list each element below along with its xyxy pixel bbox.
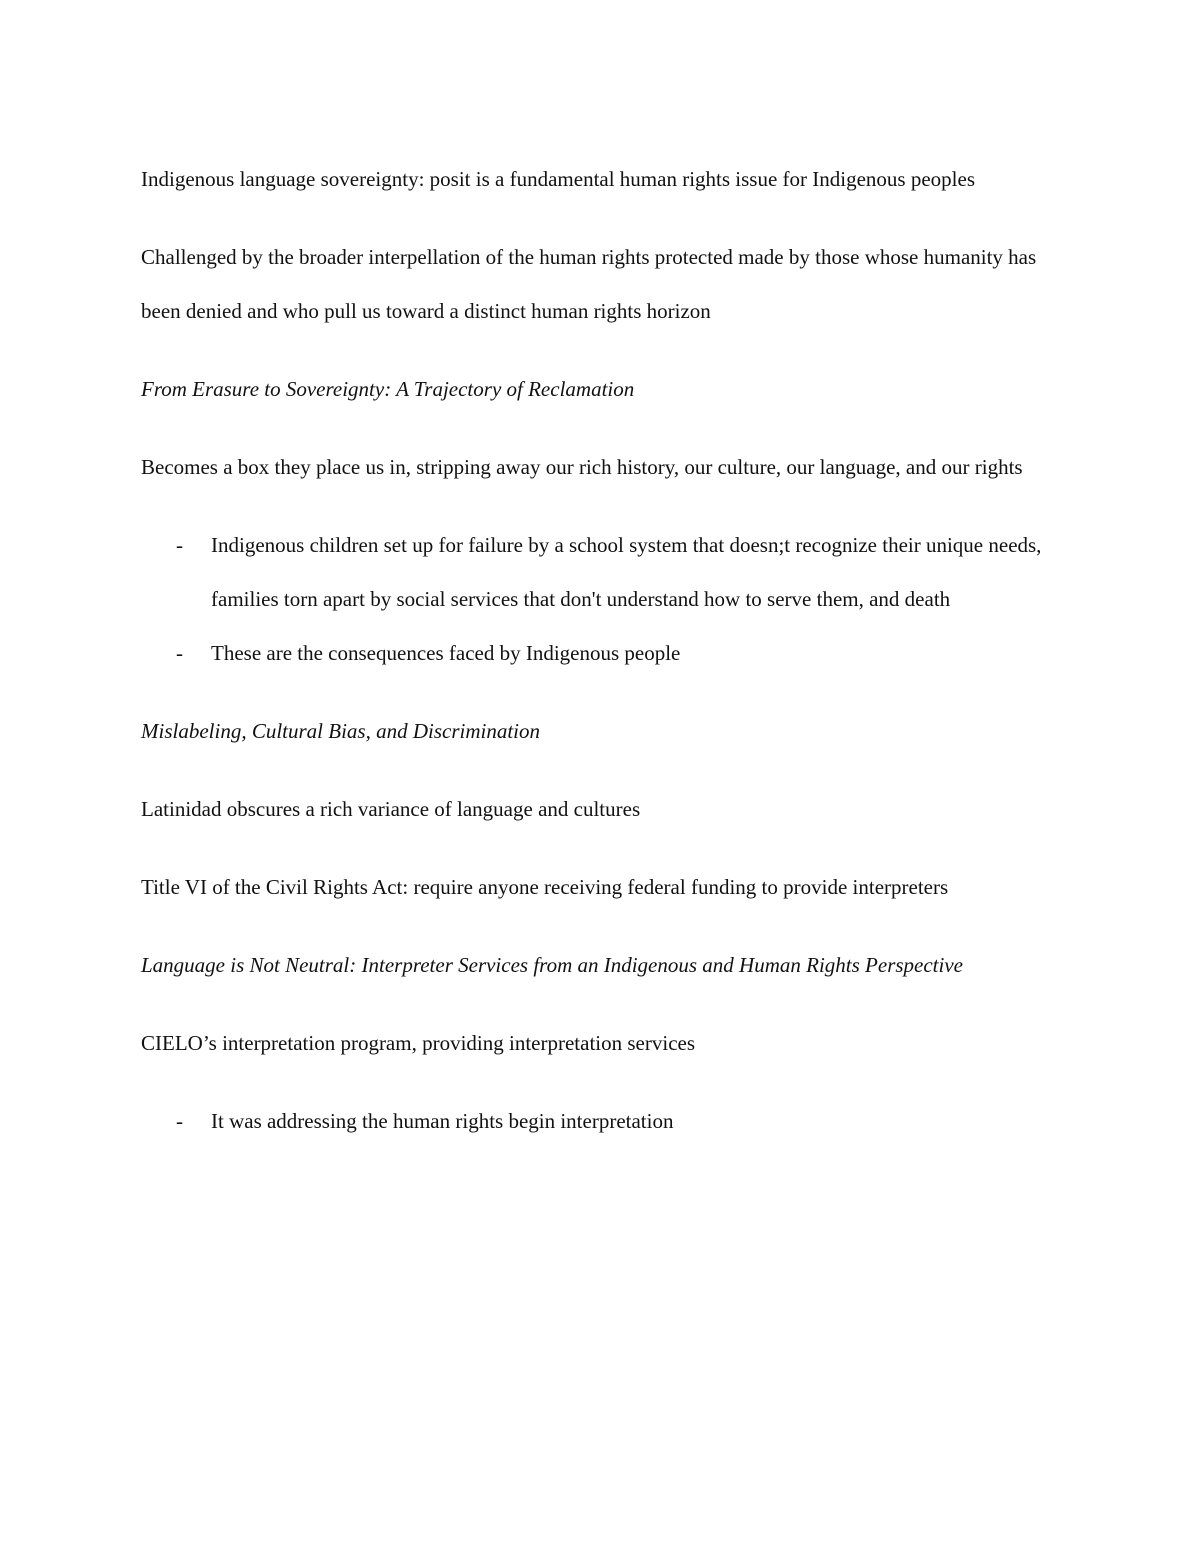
list-item-text: These are the consequences faced by Indigenous people <box>211 641 681 665</box>
paragraph-latinidad: Latinidad obscures a rich variance of language and cultures <box>141 797 641 821</box>
dash-marker: - <box>176 641 183 665</box>
section-heading-mislabeling: Mislabeling, Cultural Bias, and Discrimination <box>141 719 541 743</box>
list-item <box>141 1094 1061 1148</box>
document-body <box>141 152 1061 1172</box>
paragraph-interpellation: Challenged by the broader interpellation of the human rights protected made by those whose humanity has been denied and who pull us toward a distinct human rights horizon <box>141 245 1037 323</box>
section-heading-erasure: From Erasure to Sovereignty: A Trajectory of Reclamation <box>141 377 635 401</box>
list-item <box>141 626 1061 680</box>
section-heading-language-not-neutral: Language is Not Neutral: Interpreter Services from an Indigenous and Human Rights Perspective <box>141 953 963 977</box>
dash-marker: - <box>176 1109 183 1133</box>
paragraph-title-vi: Title VI of the Civil Rights Act: require anyone receiving federal funding to provide interpreters <box>141 875 949 899</box>
paragraph-cielo: CIELO’s interpretation program, providing interpretation services <box>141 1031 696 1055</box>
bullet-list-cielo <box>141 1094 1061 1148</box>
list-item-text: It was addressing the human rights begin interpretation <box>211 1109 674 1133</box>
paragraph-sovereignty: Indigenous language sovereignty: posit is a fundamental human rights issue for Indigenous peoples <box>141 167 976 191</box>
paragraph-box: Becomes a box they place us in, stripping away our rich history, our culture, our language, and our rights <box>141 455 1023 479</box>
dash-marker: - <box>176 533 183 557</box>
bullet-list-consequences <box>141 518 1061 680</box>
list-item <box>141 518 1061 626</box>
list-item-text: Indigenous children set up for failure by a school system that doesn;t recognize their unique needs, families torn apart by social services that don't understand how to serve them, and death <box>211 533 1042 611</box>
